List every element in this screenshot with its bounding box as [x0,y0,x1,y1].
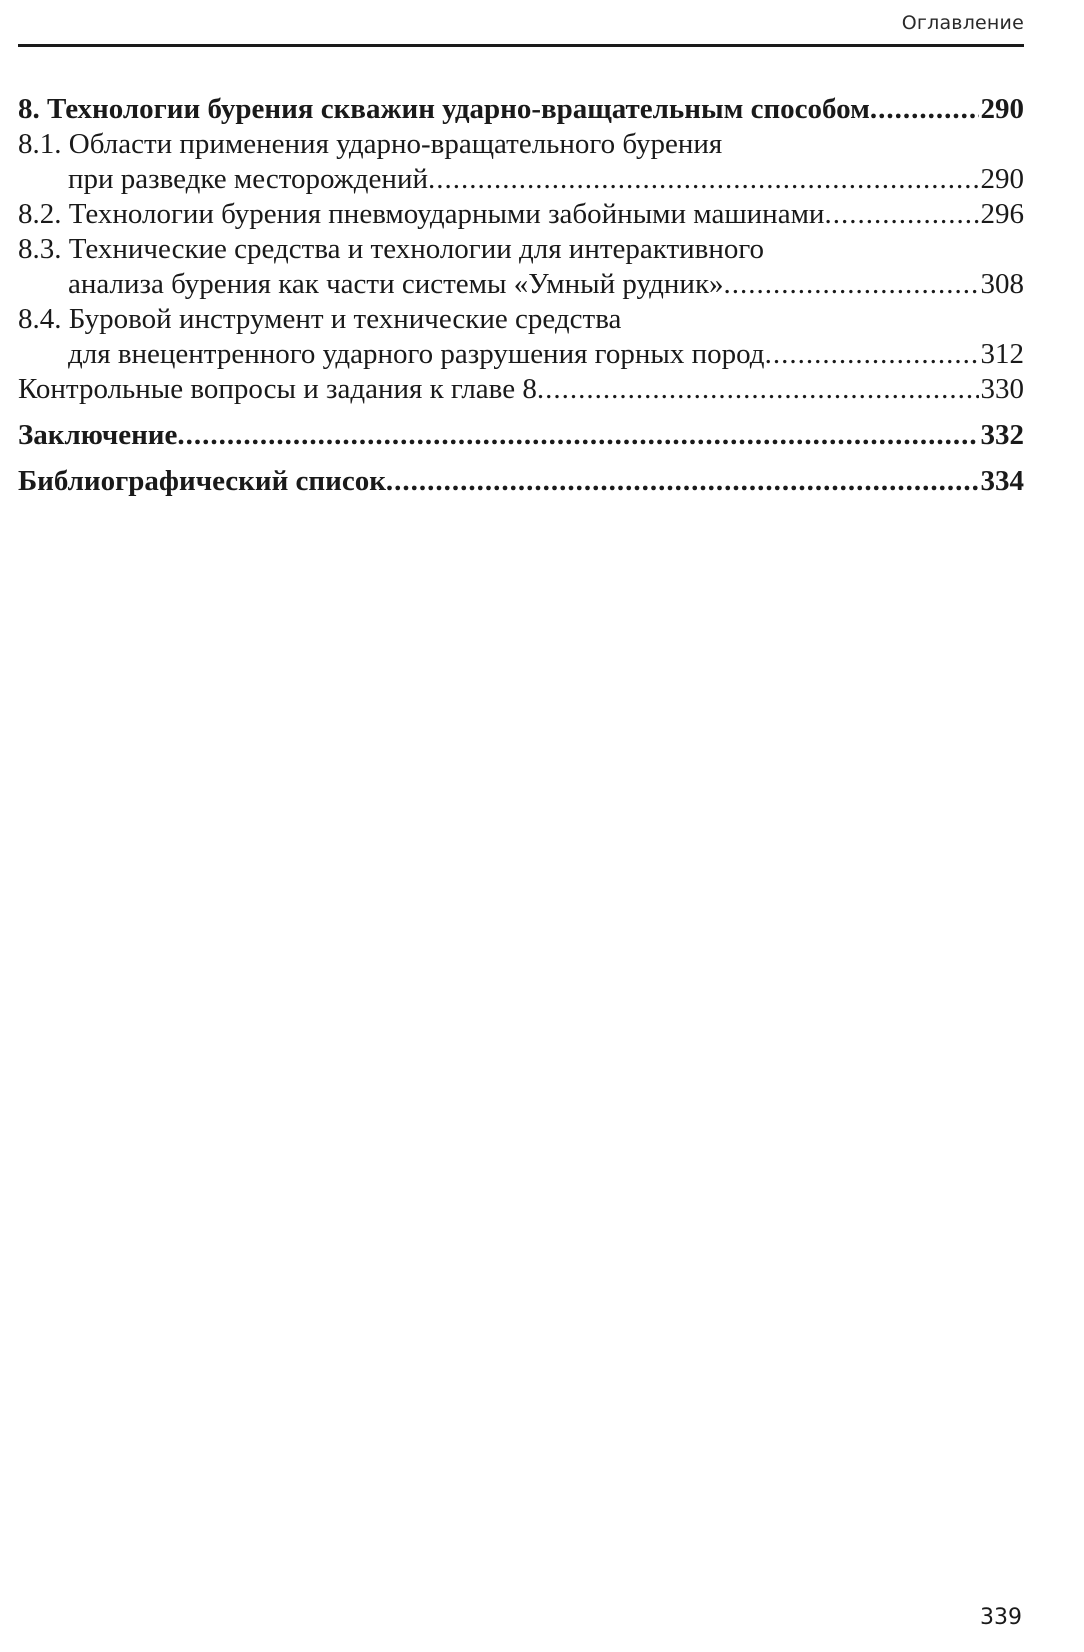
dot-leader [765,337,979,372]
toc-entry-page: 330 [980,373,1024,405]
toc-entry-section-8-2[interactable] [18,197,1024,232]
header-rule [18,44,1024,47]
dot-leader [537,372,979,407]
toc-entry-page: 290 [980,163,1024,195]
dot-leader [724,267,979,302]
toc-entry-page: 296 [980,198,1024,230]
toc-entry-title-continued: анализа бурения как части системы «Умный рудник» [68,268,724,300]
toc-entry-title-continued: для внецентренного ударного разрушения горных пород [68,338,765,370]
toc-entry-title: 8.4. Буровой инструмент и технические средства [18,303,622,335]
toc-entry-section-8-3[interactable] [18,232,1024,302]
toc-entry-section-8-4[interactable] [18,302,1024,372]
table-of-contents [18,92,1024,499]
dot-leader [870,92,979,127]
toc-entry-page: 332 [980,419,1024,451]
dot-leader [177,418,978,453]
toc-entry-page: 290 [980,93,1024,125]
dot-leader [386,464,979,499]
toc-entry-title: 8.3. Технические средства и технологии для интерактивного [18,233,765,265]
toc-entry-title: 8.2. Технологии бурения пневмоударными забойными машинами [18,198,825,230]
page-number: 339 [980,1605,1022,1630]
toc-entry-title: Заключение [18,419,178,451]
toc-entry-title-continued: при разведке месторождений [68,163,428,195]
toc-entry-section-8-1[interactable] [18,127,1024,197]
toc-entry-title: Контрольные вопросы и задания к главе 8 [18,373,537,405]
toc-entry-title: 8. Технологии бурения скважин ударно-вращательным способом [18,93,870,125]
toc-entry-title: Библиографический список [18,465,386,497]
running-head-title: Оглавление [901,12,1024,34]
dot-leader [824,197,978,232]
toc-entry-conclusion[interactable] [18,418,1024,453]
toc-entry-bibliography[interactable] [18,464,1024,499]
dot-leader [428,162,979,197]
toc-entry-questions[interactable] [18,372,1024,407]
toc-entry-page: 308 [980,268,1024,300]
toc-entry-page: 334 [980,465,1024,497]
toc-entry-title: 8.1. Области применения ударно-вращательного бурения [18,128,723,160]
toc-entry-page: 312 [980,338,1024,370]
toc-entry-chapter-8[interactable] [18,92,1024,127]
